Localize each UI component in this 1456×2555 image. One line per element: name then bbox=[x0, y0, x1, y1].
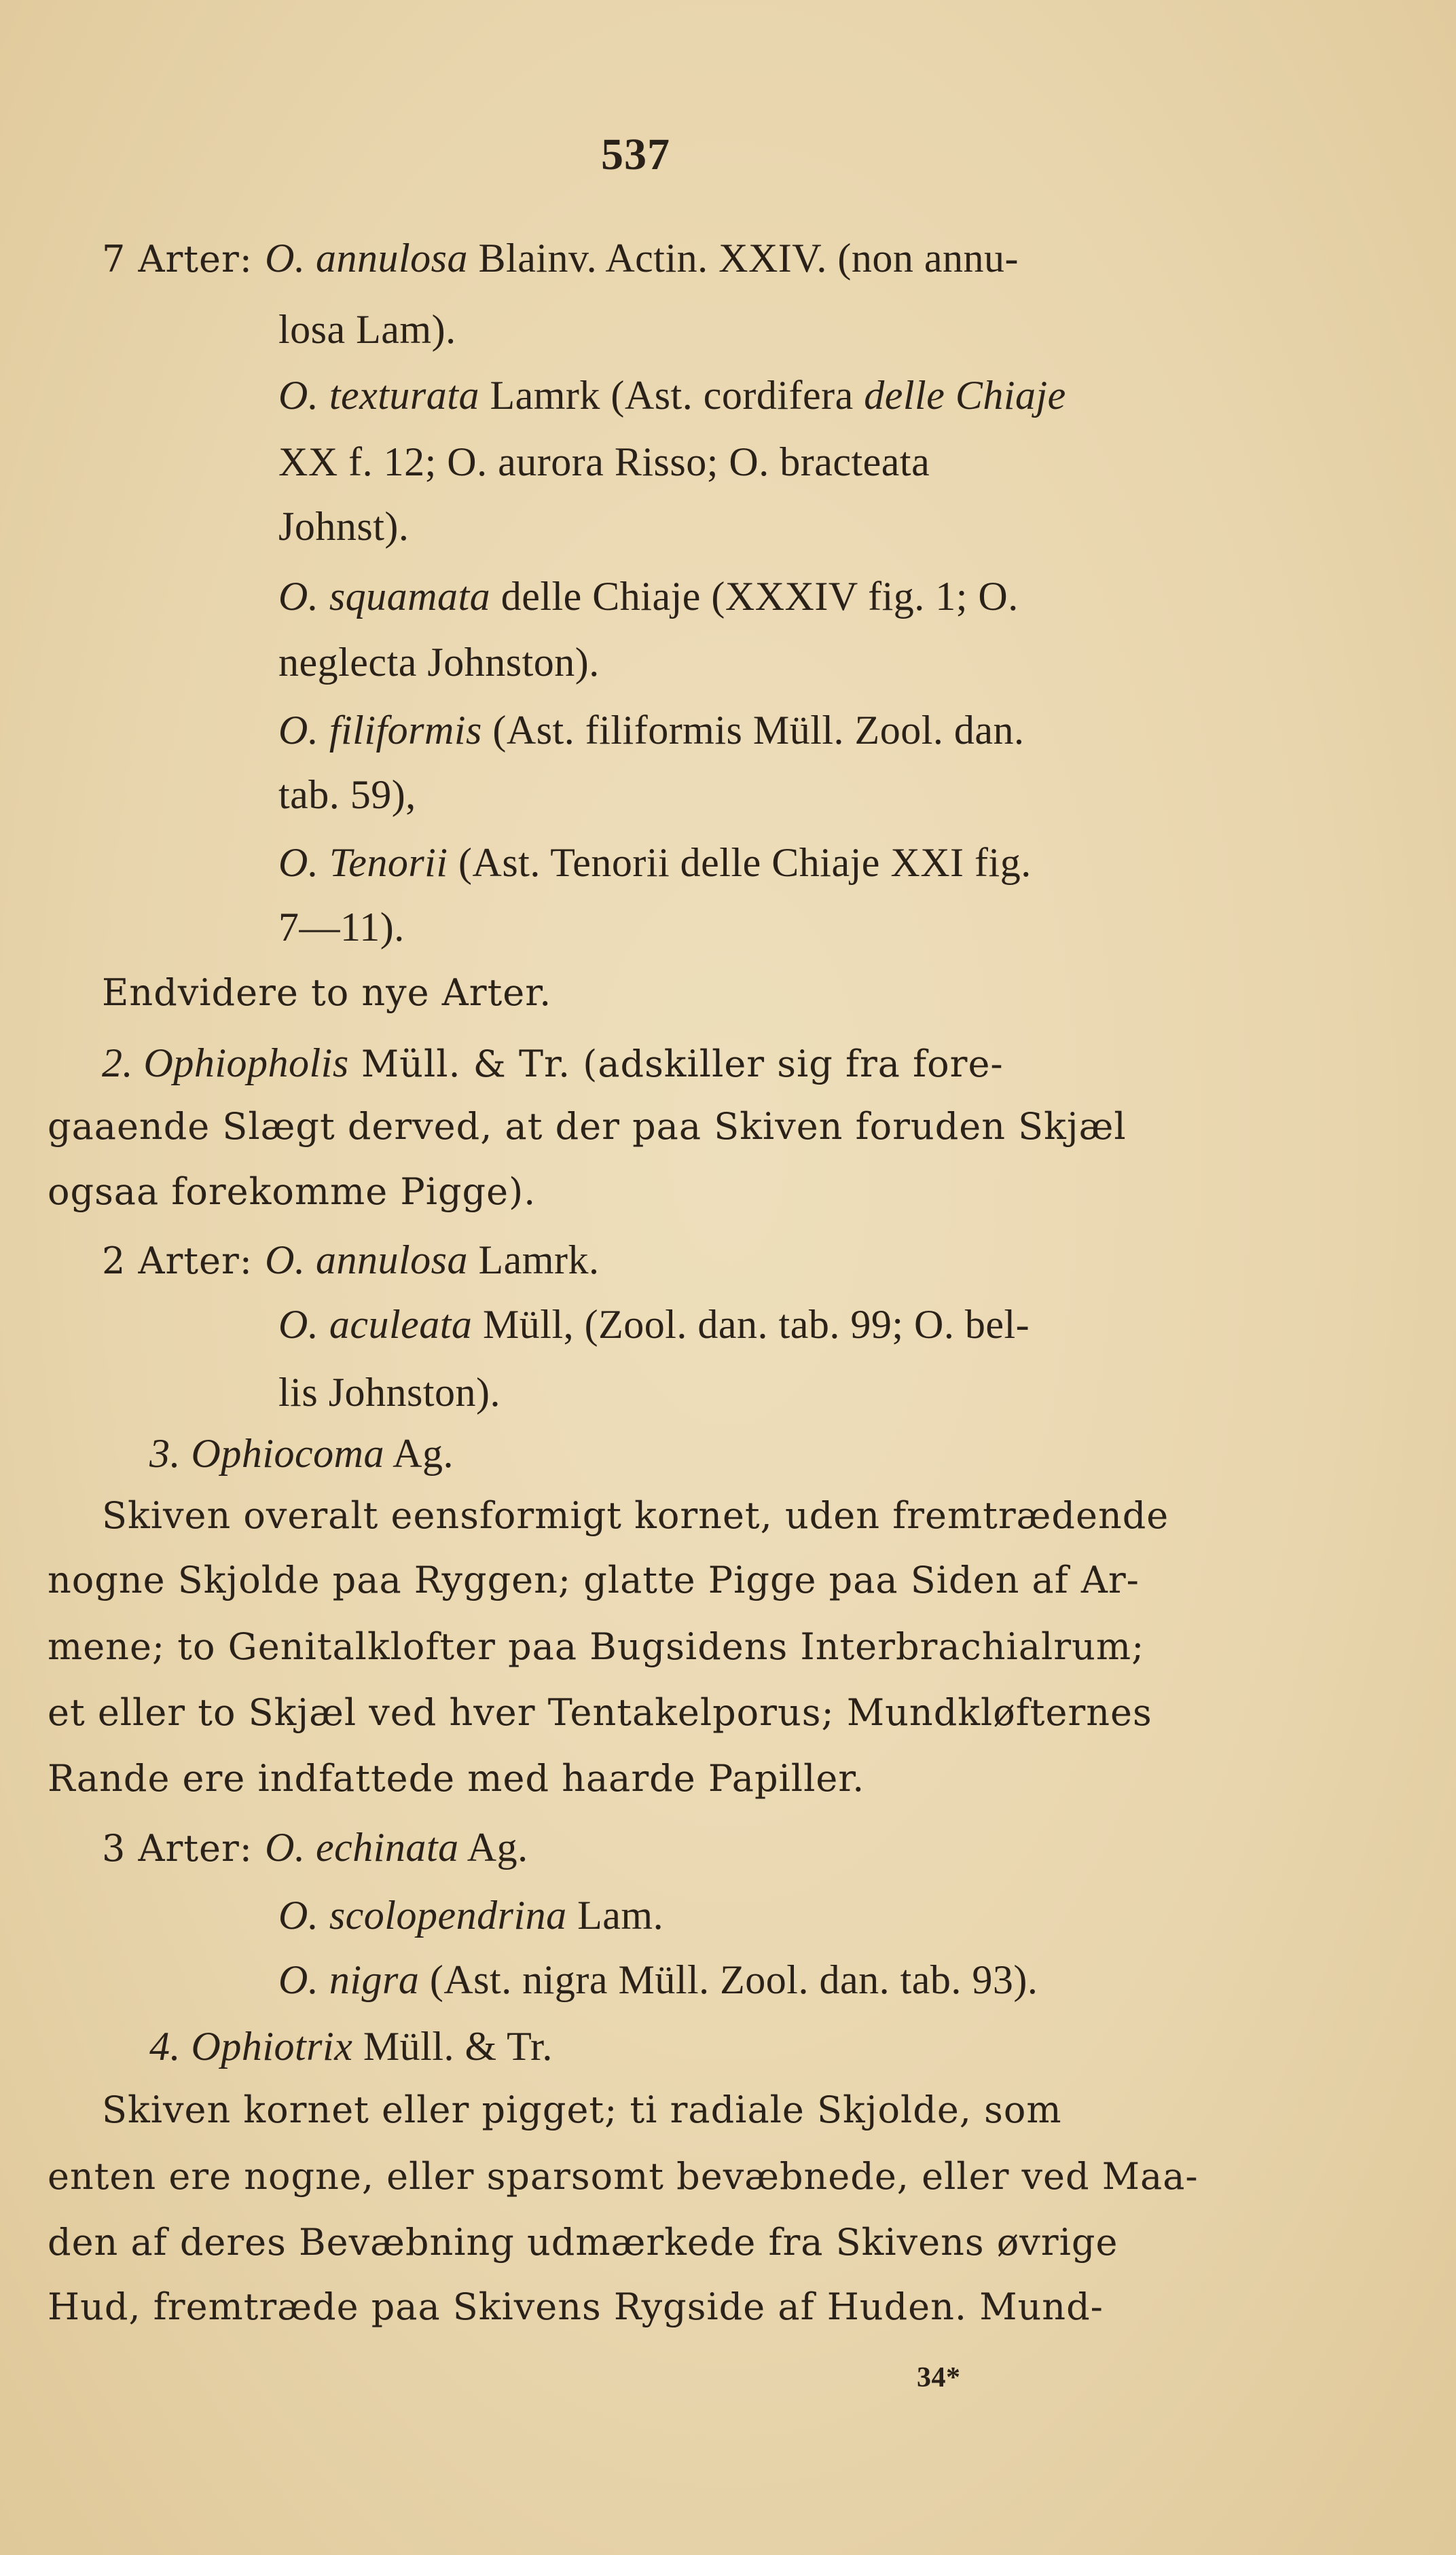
text-line bbox=[48, 1757, 865, 1800]
species-name: O. scolopendrina bbox=[278, 1893, 567, 1938]
text-segment: 7—11). bbox=[278, 905, 405, 949]
text-segment: enten ere nogne, eller sparsomt bevæbnede, eller ved Maa- bbox=[48, 2155, 1199, 2198]
text-segment: Skiven overalt eensformigt kornet, uden fremtrædende bbox=[102, 1494, 1169, 1537]
text-line bbox=[48, 1559, 1140, 1601]
text-line bbox=[48, 1170, 536, 1213]
species-name: O. annulosa bbox=[265, 236, 469, 280]
text-segment: et eller to Skjæl ved hver Tentakelporus; Mundkløfternes bbox=[48, 1691, 1152, 1734]
text-line bbox=[278, 842, 1032, 883]
text-line bbox=[278, 642, 600, 683]
text-segment: mene; to Genitalklofter paa Bugsidens Interbrachialrum; bbox=[48, 1625, 1145, 1668]
text-segment: Ag. bbox=[384, 1431, 454, 1476]
text-segment: Müll. & Tr. (adskiller sig fra fore- bbox=[348, 1043, 1004, 1085]
text-segment: Skiven kornet eller pigget; ti radiale Skjolde, som bbox=[102, 2088, 1062, 2131]
species-name: O. texturata bbox=[278, 373, 479, 418]
text-segment: Ag. bbox=[458, 1825, 528, 1870]
text-line bbox=[278, 1304, 1030, 1345]
genus-name: 3. Ophiocoma bbox=[149, 1431, 384, 1476]
text-segment: Johnst). bbox=[278, 504, 410, 549]
text-segment: (Ast. filiformis Müll. Zool. dan. bbox=[481, 708, 1025, 753]
text-line bbox=[278, 1959, 1038, 2000]
text-line bbox=[278, 576, 1019, 617]
text-segment: delle Chiaje (XXXIV fig. 1; O. bbox=[490, 574, 1019, 619]
text-segment: losa Lam). bbox=[278, 307, 456, 352]
text-segment: Hud, fremtræde paa Skivens Rygside af Huden. Mund- bbox=[48, 2285, 1104, 2328]
text-line bbox=[102, 2088, 1062, 2131]
text-line bbox=[102, 1494, 1169, 1537]
genus-name: 4. Ophiotrix bbox=[149, 2024, 353, 2069]
text-line bbox=[278, 907, 405, 947]
text-segment: 7 Arter: bbox=[102, 238, 266, 280]
text-line bbox=[102, 1239, 599, 1280]
species-name: O. echinata bbox=[265, 1825, 459, 1870]
text-segment: Blainv. Actin. XXIV. (non annu- bbox=[468, 236, 1019, 280]
text-line bbox=[102, 971, 552, 1014]
genus-heading-line bbox=[149, 1433, 454, 1474]
signature-mark: 34* bbox=[917, 2362, 961, 2393]
text-segment: gaaende Slægt derved, at der paa Skiven foruden Skjæl bbox=[48, 1105, 1127, 1148]
text-line bbox=[278, 708, 1025, 753]
text-line bbox=[48, 1691, 1152, 1734]
text-line bbox=[48, 2155, 1199, 2198]
genus-heading-line bbox=[102, 1040, 1004, 1085]
text-line bbox=[278, 506, 409, 547]
text-segment: (Ast. nigra Müll. Zool. dan. tab. 93). bbox=[419, 1957, 1038, 2002]
text-line bbox=[278, 774, 416, 815]
text-segment: tab. 59), bbox=[278, 772, 416, 817]
text-segment: 3 Arter: bbox=[102, 1827, 266, 1870]
text-line bbox=[278, 1372, 500, 1413]
text-segment: 2 Arter: bbox=[102, 1239, 266, 1282]
text-segment: nogne Skjolde paa Ryggen; glatte Pigge paa Siden af Ar- bbox=[48, 1559, 1140, 1601]
species-name: O. aculeata bbox=[278, 1302, 473, 1347]
genus-name: 2. Ophiopholis bbox=[102, 1040, 349, 1085]
text-segment: ogsaa forekomme Pigge). bbox=[48, 1170, 536, 1213]
species-name: O. filiformis bbox=[278, 708, 482, 753]
genus-heading-line bbox=[149, 2026, 553, 2067]
text-line bbox=[48, 2285, 1104, 2328]
text-line bbox=[48, 1105, 1127, 1148]
text-line bbox=[48, 1625, 1145, 1668]
text-line bbox=[48, 2221, 1118, 2264]
species-name: O. annulosa bbox=[265, 1237, 469, 1282]
author-name: delle Chiaje bbox=[864, 373, 1066, 418]
text-segment: Müll. & Tr. bbox=[352, 2024, 553, 2069]
text-segment: Lamrk (Ast. cordifera bbox=[479, 373, 864, 418]
species-name: O. Tenorii bbox=[278, 840, 448, 885]
text-segment: Lam. bbox=[566, 1893, 664, 1938]
text-segment: XX f. 12; O. aurora Risso; O. bracteata bbox=[278, 439, 930, 484]
text-line bbox=[278, 441, 930, 482]
text-line bbox=[102, 238, 1226, 278]
species-name: O. squamata bbox=[278, 574, 491, 619]
text-segment: Rande ere indfattede med haarde Papiller. bbox=[48, 1757, 865, 1800]
text-line bbox=[278, 1895, 663, 1936]
text-line bbox=[102, 1827, 528, 1868]
text-segment: neglecta Johnston). bbox=[278, 640, 600, 685]
page-number: 537 bbox=[601, 130, 670, 179]
text-segment: Endvidere to nye Arter. bbox=[102, 971, 552, 1014]
text-segment: Müll, (Zool. dan. tab. 99; O. bel- bbox=[472, 1302, 1030, 1347]
text-line bbox=[278, 375, 1066, 416]
species-name: O. nigra bbox=[278, 1957, 420, 2002]
text-segment: lis Johnston). bbox=[278, 1370, 501, 1415]
text-segment: Lamrk. bbox=[468, 1237, 600, 1282]
text-segment: (Ast. Tenorii delle Chiaje XXI fig. bbox=[448, 840, 1032, 885]
text-line bbox=[278, 309, 456, 350]
text-segment: den af deres Bevæbning udmærkede fra Skivens øvrige bbox=[48, 2221, 1118, 2264]
